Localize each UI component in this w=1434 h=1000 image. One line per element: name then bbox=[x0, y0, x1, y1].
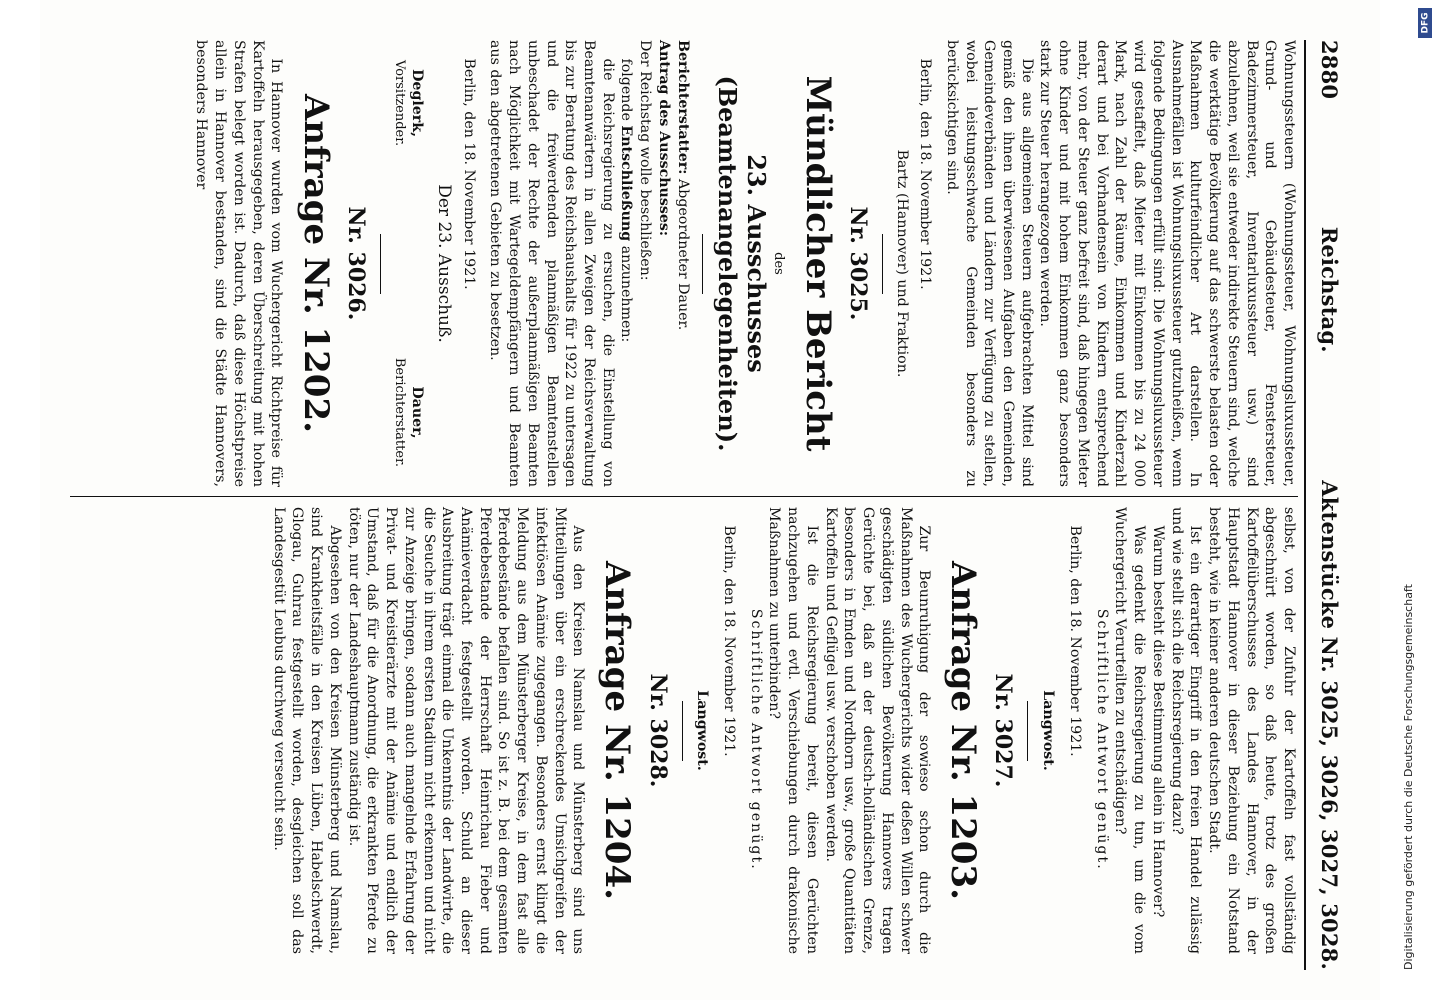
anfrage-title: Anfrage Nr. 1202. bbox=[295, 94, 336, 433]
reporter-label: Berichterstatter: bbox=[674, 40, 691, 175]
page-number: 2880 bbox=[1317, 40, 1343, 100]
doc-number: Nr. 3026. bbox=[342, 206, 369, 321]
left-column bbox=[60, 40, 1298, 487]
column-divider bbox=[70, 496, 1298, 497]
date-line: Berlin, den 18. November 1921. bbox=[720, 525, 737, 757]
signature: Langwost. bbox=[694, 690, 711, 771]
chair: Deglerk, Vorsitzender. bbox=[391, 60, 426, 147]
reporter: Dauer, Berichterstatter. bbox=[391, 357, 426, 467]
anfrage-title: Anfrage Nr. 1203. bbox=[943, 561, 984, 900]
paragraph: selbst, von der Zufuhr der Kartoffeln fast vollständig abgeschnürt worden, so daß heute, trotz des großen Kartoffelüberschusses des Landes Hannover, in der Hauptstadt Hannover in dieser Beziehung ein Notstand besteht, wie in keiner anderen deutschen Stadt. bbox=[1206, 507, 1297, 954]
credit-sidebar bbox=[1380, 0, 1434, 1000]
committee-signature: Der 23. Ausschuß. bbox=[433, 184, 454, 343]
antrag-label: Antrag des Ausschusses: bbox=[655, 40, 672, 237]
separator bbox=[702, 234, 703, 294]
word-des: des bbox=[771, 252, 787, 275]
separator bbox=[380, 234, 381, 294]
signature: Bartz (Hannover) und Fraktion. bbox=[894, 149, 911, 378]
antrag-lead-bold: Entschließung bbox=[618, 125, 635, 242]
date-line: Berlin, den 18. November 1921. bbox=[917, 58, 934, 290]
running-head bbox=[1308, 40, 1352, 970]
paragraph: Wohnungssteuern (Wohnungssteuer, Wohnungsluxussteuer, Grund- und Gebäudesteuer, Fenstersteuer, Badezimmersteuer, Inventarluxussteuer usw.) sind abzulehnen, weil sie entweder indirekte Steuern sind, welche die werktätige Bevölkerung auf das schwerste belasten oder Maßnahmen kulturfeindlicher Art darstellen. In Ausnahmefällen ist Wohnungsluxussteuer gutzuheißen, wenn folgende Bedingungen erfüllt sind: Die Wohnungsluxussteuer wird gestaffelt, daß Mieter mit Einkommen bis zu 24 000 Mark, nach Zahl der Räume, Einkommen und Kinderzahl derart und bei Vorhandensein von Kindern entsprechend mehr, von der Steuer ganz befreit sind, daß hingegen Mieter ohne Kinder und mit hohem Einkommen ganz besonders stark zur Steuer herangezogen werden. bbox=[1037, 40, 1297, 487]
running-head-right: Aktenstücke Nr. 3025, 3026, 3027, 3028. bbox=[1317, 480, 1343, 970]
dfg-logo: DFG bbox=[1418, 8, 1432, 38]
running-head-left: Reichstag. bbox=[1317, 226, 1343, 353]
paragraph: Ist ein derartiger Eingriff in den freien Handel zulässig und wie stellt sich die Reichsregierung dazu? bbox=[1168, 507, 1204, 954]
signatories bbox=[391, 60, 427, 467]
answer-note: Schriftliche Antwort genügt. bbox=[1093, 608, 1110, 871]
rotated-page-content bbox=[40, 0, 1380, 1000]
signature: Langwost. bbox=[1040, 690, 1057, 771]
doc-number: Nr. 3028. bbox=[644, 673, 671, 788]
paragraph: Was gedenkt die Reichsregierung zu tun, um die vom Wuchergericht Verurteilten zu entschädigen? bbox=[1112, 507, 1148, 954]
paragraph: Ist die Reichsregierung bereit, diesen Gerüchten nachzugehen und evtl. Verschiebungen durch drakonische Maßnahmen zu unterbinden? bbox=[766, 507, 820, 954]
separator bbox=[682, 701, 683, 761]
doc-number: Nr. 3025. bbox=[844, 206, 871, 321]
paragraph: Die aus allgemeinen Steuern aufgebrachten Mittel sind gemäß den ihnen überwiesenen Aufgaben den Gemeinden, Gemeindeverbänden und Ländern zur Verfügung zu stellen, wobei leistungsschwache Gemeinden besonders zu berücksichtigen sind. bbox=[943, 40, 1035, 487]
committee-title: 23. Ausschusses (Beamtenangelegenheiten). bbox=[713, 75, 772, 452]
reporter-line bbox=[673, 40, 692, 487]
scanned-page bbox=[40, 0, 1380, 1000]
answer-note: Schriftliche Antwort genügt. bbox=[747, 608, 764, 871]
reporter-name: Abgeordneter Dauer. bbox=[674, 179, 691, 331]
doc-number: Nr. 3027. bbox=[990, 673, 1017, 788]
head-rule bbox=[1304, 40, 1306, 970]
digitization-credit: Digitalisierung gefördert durch die Deutsche Forschungsgemeinschaft bbox=[1402, 584, 1415, 970]
paragraph: Warum besteht diese Bestimmung allein in Hannover? bbox=[1149, 525, 1166, 918]
paragraph: Aus den Kreisen Namslau und Münsterberg sind uns Mitteilungen über ein erschreckendes Umsichgreifen der infektiösen Anämie zugegangen. Besonders ernst klingt die Meldung aus dem Münsterberger Kreise, in dem fast alle Pferdebestände befallen sind. So ist z. B. bei dem gesamten Pferdebestande der Herrschaft Heinrichau Fieber und Anämieverdacht festgestellt worden. Schuld an dieser Ausbreitung trägt einmal die Unkenntnis der Landwirte, die die Seuche in ihrem ersten Stadium nicht erkennen und nicht zur Anzeige bringen, sodann auch mangelnde Erfahrung der Privat- und Kreistierärzte mit der Anämie und endlich der Umstand, daß für die Anordnung, die erkrankten Pferde zu töten, nur der Landeshauptmann zuständig ist. bbox=[345, 507, 587, 954]
paragraph: In Hannover wurden vom Wuchergericht Richtpreise für Kartoffeln herausgegeben, deren Überschreitung mit hohen Strafen belegt worden ist. Dadurch, daß diese Höchstpreise allein in Hannover bestanden, sind die Städte Hannovers, besonders Hannover bbox=[193, 40, 285, 487]
date-line: Berlin, den 18. November 1921. bbox=[460, 58, 477, 290]
antrag-text: die Reichsregierung zu ersuchen, die Einstellung von Beamtenanwärtern in allen Zweigen der Reichsverwaltung bis zur Beratung des Reichshaushalts für 1922 zu untersagen und die freiwerdenden planmäßigen Beamtenstellen unbeschadet der Rechte der außerplanmäßigen Beamten nach Möglichkeit mit Wartegeldempfängern und Beamten aus den abgetretenen Gebieten zu besetzen. bbox=[487, 40, 616, 487]
antrag-intro: Der Reichstag wolle beschließen: bbox=[637, 40, 654, 281]
paragraph: Abgesehen von den Kreisen Münsterberg und Namslau, sind Krankheitsfälle in den Kreisen Lüben, Habelschwerdt, Glogau, Guhrau festgestellt worden, desgleichen soll das Landesgestüt Leubus durchweg verseucht sein. bbox=[270, 507, 343, 954]
doc-title: Mündlicher Bericht bbox=[797, 75, 838, 452]
separator bbox=[882, 234, 883, 294]
antrag-lead: folgende Entschließung anzunehmen: bbox=[618, 58, 635, 343]
anfrage-title: Anfrage Nr. 1204. bbox=[597, 561, 638, 900]
paragraph: Zur Beunruhigung der sowieso schon durch die Maßnahmen des Wuchergerichts wider deßen Willen schwer geschädigten südlichen Bevölkerung Hannovers tragen Gerüchte bei, daß an der deutsch-holländischen Grenze, besonders in Emden und Nordhorn usw., große Quantitäten Kartoffeln und Geflügel usw. verschoben werden. bbox=[822, 507, 933, 954]
separator bbox=[1027, 701, 1028, 761]
right-column bbox=[60, 507, 1298, 954]
date-line: Berlin, den 18. November 1921. bbox=[1066, 525, 1083, 757]
